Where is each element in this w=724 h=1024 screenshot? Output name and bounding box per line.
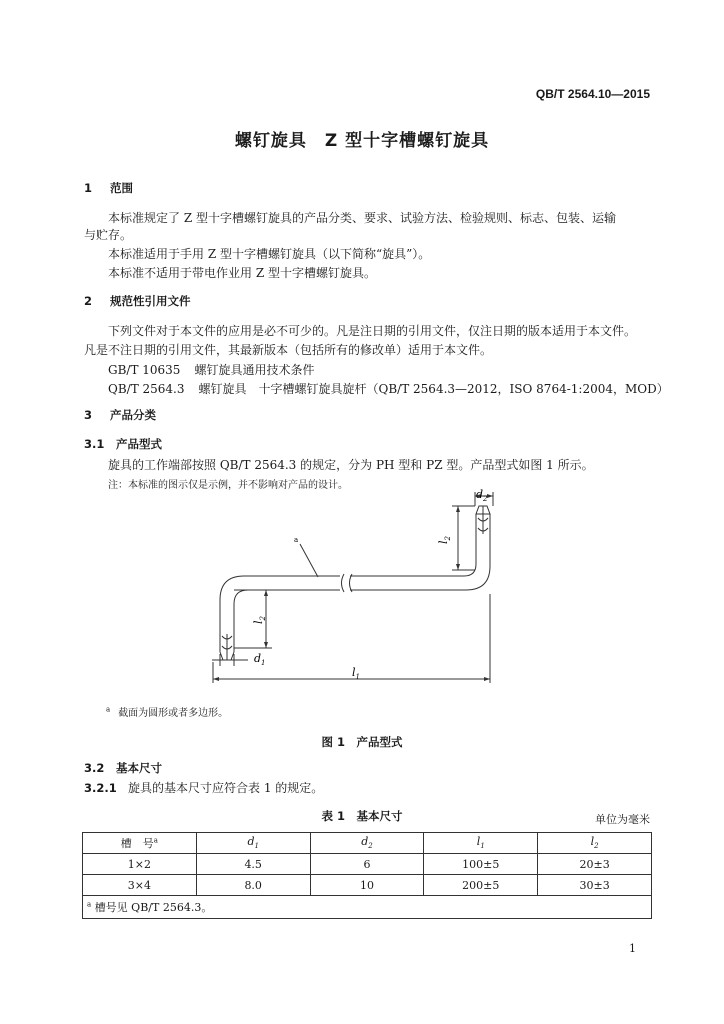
paragraph: 下列文件对于本文件的应用是必不可少的。凡是注日期的引用文件，仅注日期的版本适用于本文件。: [108, 324, 637, 338]
section-text: 旋具的基本尺寸应符合表 1 的规定。: [128, 781, 324, 795]
section-2-heading: [84, 293, 191, 309]
paragraph: 本标准适用于手用 Z 型十字槽螺钉旋具（以下简称“旋具”）。: [108, 247, 431, 261]
header-d1: $d_1$: [196, 833, 310, 854]
cell-l2: 20±3: [538, 854, 652, 875]
arrowhead: [484, 677, 490, 681]
label-leader-a: a: [294, 536, 299, 544]
cell-d1: 8.0: [196, 875, 310, 896]
label-d1: $d_1$: [254, 652, 266, 667]
section-title: 基本尺寸: [116, 761, 162, 775]
reference-title: 螺钉旋具通用技术条件: [194, 363, 315, 377]
label-l2-top: $l_2$: [437, 536, 452, 544]
section-number: 3: [84, 408, 93, 422]
paragraph: 与贮存。: [84, 228, 133, 242]
standard-number: QB/T 2564.10—2015: [535, 87, 650, 101]
cell-l1: 100±5: [424, 854, 538, 875]
cell-d2: 6: [310, 854, 424, 875]
document-title: 螺钉旋具 Z 型十字槽螺钉旋具: [234, 131, 490, 151]
cell-slot: 3×4: [83, 875, 197, 896]
table-row: [83, 854, 652, 875]
reference-item: [108, 380, 669, 397]
section-title: 规范性引用文件: [110, 294, 191, 308]
note: 注：本标准的图示仅是示例，并不影响对产品的设计。: [108, 480, 348, 491]
cell-l2: 30±3: [538, 875, 652, 896]
section-3-heading: [84, 407, 156, 423]
shank-lower-inner: [234, 590, 340, 624]
section-3-1-heading: [84, 436, 162, 452]
footnote-text: 截面为圆形或者多边形。: [118, 708, 229, 719]
footnote-mark: a: [106, 705, 111, 714]
header-l1: $l_1$: [424, 833, 538, 854]
shank-upper-inner: [350, 514, 490, 590]
section-number: 3.1: [84, 437, 105, 451]
section-number: 2: [84, 294, 93, 308]
section-number: 3.2.1: [84, 781, 117, 795]
paragraph: 旋具的工作端部按照 QB/T 2564.3 的规定，分为 PH 型和 PZ 型。产品型式如图 1 所示。: [108, 458, 594, 472]
break-mark: [342, 574, 345, 592]
header-l2: $l_2$: [538, 833, 652, 854]
section-number: 1: [84, 181, 93, 195]
reference-title: 螺钉旋具 十字槽螺钉旋具旋杆（QB/T 2564.3—2012，ISO 8764-1:2004，MOD）: [198, 382, 669, 396]
leader-line: [300, 544, 318, 577]
cell-d2: 10: [310, 875, 424, 896]
reference-code: GB/T 10635: [108, 363, 181, 377]
section-3-2-heading: [84, 760, 162, 776]
label-d2: $d_2$: [476, 488, 488, 503]
cell-slot: 1×2: [83, 854, 197, 875]
break-mark: [350, 574, 353, 592]
section-3-2-1: [84, 779, 323, 796]
table-footnote-row: [83, 896, 652, 919]
section-1-heading: [84, 180, 133, 196]
table-row: [83, 875, 652, 896]
label-l2-lower: $l_2$: [252, 616, 267, 624]
page-number: 1: [629, 942, 636, 955]
shank-lower-outer: [220, 576, 340, 624]
dimensions-table: [82, 832, 652, 919]
header-slot: 槽 号$^a$: [83, 833, 197, 854]
table-unit: 单位为毫米: [595, 813, 650, 826]
section-number: 3.2: [84, 761, 105, 775]
reference-item: [108, 361, 314, 378]
arrowhead: [264, 642, 268, 648]
table-footnote: $^a$ 槽号见 QB/T 2564.3。: [83, 896, 652, 919]
arrowhead: [264, 590, 268, 596]
label-l1: $l_1$: [352, 666, 360, 681]
figure-footnote: [106, 704, 228, 719]
arrowhead: [487, 494, 493, 498]
reference-code: QB/T 2564.3: [108, 382, 185, 396]
paragraph: 本标准不适用于带电作业用 Z 型十字槽螺钉旋具。: [108, 266, 376, 280]
cell-l1: 200±5: [424, 875, 538, 896]
paragraph: 本标准规定了 Z 型十字槽螺钉旋具的产品分类、要求、试验方法、检验规则、标志、包装、运输: [108, 211, 616, 225]
paragraph: 凡是不注日期的引用文件，其最新版本（包括所有的修改单）适用于本文件。: [84, 343, 493, 357]
header-d2: $d_2$: [310, 833, 424, 854]
section-title: 范围: [110, 181, 133, 195]
section-title: 产品分类: [110, 408, 156, 422]
cell-d1: 4.5: [196, 854, 310, 875]
table-header-row: [83, 833, 652, 854]
figure-caption: 图 1 产品型式: [321, 735, 403, 749]
section-title: 产品型式: [116, 437, 162, 451]
arrowhead: [456, 564, 460, 570]
arrowhead: [456, 506, 460, 512]
figure-1-drawing: [200, 484, 510, 684]
arrowhead: [213, 677, 219, 681]
table-caption: 表 1 基本尺寸: [321, 809, 403, 823]
